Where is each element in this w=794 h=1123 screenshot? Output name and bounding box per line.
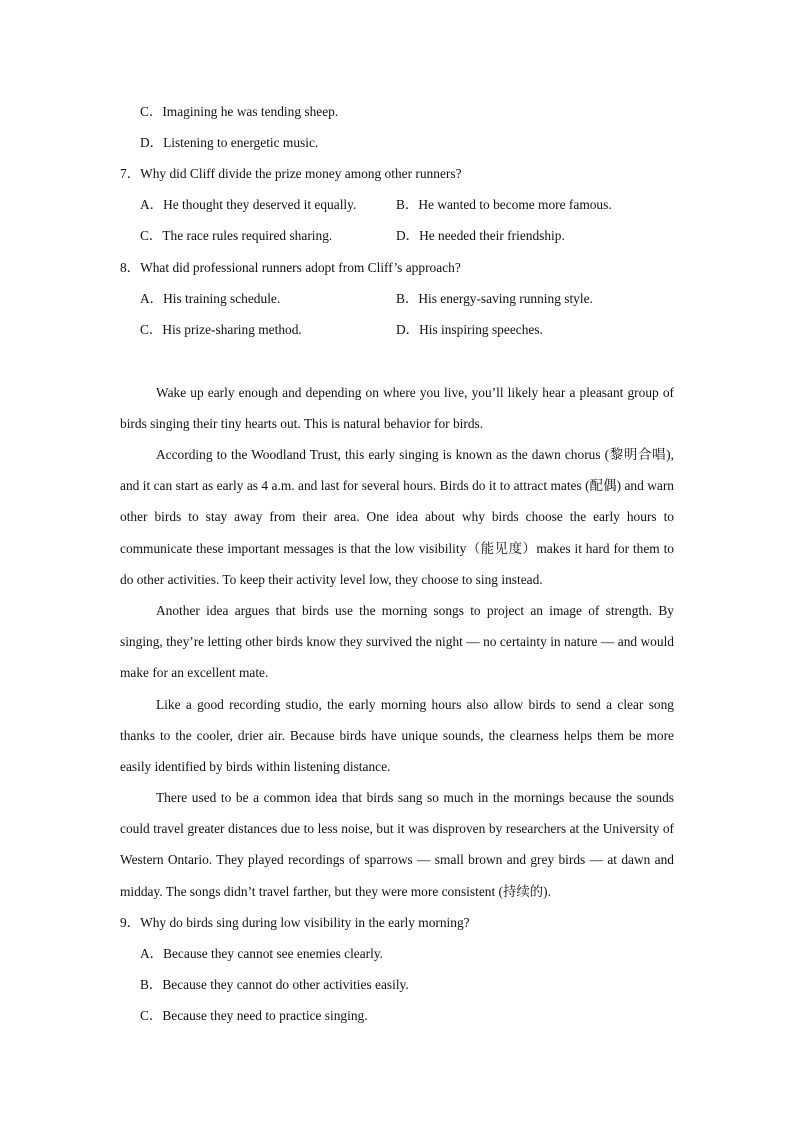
q7-option-d bbox=[396, 227, 565, 245]
q9-stem bbox=[120, 914, 470, 932]
q7-option-c bbox=[140, 227, 332, 245]
q8-option-d bbox=[396, 321, 543, 339]
q7-option-a bbox=[140, 196, 356, 214]
question-number: 8． bbox=[120, 260, 141, 275]
option-text: His training schedule. bbox=[163, 291, 281, 306]
option-letter: A． bbox=[140, 197, 164, 212]
passage-paragraph-5: There used to be a common idea that birds sang so much in the mornings because the sounds could travel greater distances due to less noise, but it was disproven by researchers at the University of Western Ontario. They played recordings of sparrows — small brown and grey birds — at dawn and midday. The songs didn’t travel farther, but they were more consistent (持续的). bbox=[120, 790, 674, 899]
option-letter: C． bbox=[140, 1008, 163, 1023]
option-letter: C． bbox=[140, 104, 163, 119]
option-text: Because they need to practice singing. bbox=[162, 1008, 368, 1023]
q8-option-a bbox=[140, 290, 280, 308]
option-letter: A． bbox=[140, 291, 164, 306]
option-text: His energy-saving running style. bbox=[418, 291, 593, 306]
option-letter: C． bbox=[140, 322, 163, 337]
option-letter: D． bbox=[396, 322, 420, 337]
q8-option-b bbox=[396, 290, 593, 308]
option-text: Imagining he was tending sheep. bbox=[162, 104, 339, 119]
option-text: The race rules required sharing. bbox=[162, 228, 333, 243]
option-letter: B． bbox=[396, 291, 419, 306]
option-text: He thought they deserved it equally. bbox=[163, 197, 357, 212]
q8-stem bbox=[120, 259, 461, 277]
q6-option-d bbox=[140, 134, 318, 152]
option-text: He needed their friendship. bbox=[419, 228, 565, 243]
passage-paragraph-2: According to the Woodland Trust, this early singing is known as the dawn chorus (黎明合唱), and it can start as early as 4 a.m. and last for several hours. Birds do it to attract mates (配偶) and warn other birds to stay away from their area. One idea about why birds choose the early hours to communicate these important messages is that the low visibility（能见度）makes it hard for them to do other activities. To keep their activity level low, they choose to sing instead. bbox=[120, 447, 674, 587]
q9-option-c bbox=[140, 1007, 368, 1025]
passage-paragraph-1: Wake up early enough and depending on where you live, you’ll likely hear a pleasant group of birds singing their tiny hearts out. This is natural behavior for birds. bbox=[120, 385, 674, 432]
option-letter: D． bbox=[396, 228, 420, 243]
option-text: His prize-sharing method. bbox=[162, 322, 302, 337]
option-letter: B． bbox=[140, 977, 163, 992]
q6-option-c bbox=[140, 103, 338, 121]
option-text: Listening to energetic music. bbox=[163, 135, 319, 150]
option-text: Because they cannot see enemies clearly. bbox=[163, 946, 384, 961]
question-number: 7． bbox=[120, 166, 141, 181]
option-text: Because they cannot do other activities easily. bbox=[162, 977, 409, 992]
option-letter: C． bbox=[140, 228, 163, 243]
option-text: His inspiring speeches. bbox=[419, 322, 543, 337]
question-text: What did professional runners adopt from Cliff’s approach? bbox=[140, 260, 461, 275]
q9-option-a bbox=[140, 945, 383, 963]
passage-paragraph-4: Like a good recording studio, the early morning hours also allow birds to send a clear song thanks to the cooler, drier air. Because birds have unique sounds, the clearness helps them be more easily identified by birds within listening distance. bbox=[120, 697, 674, 775]
question-number: 9． bbox=[120, 915, 141, 930]
q9-option-b bbox=[140, 976, 409, 994]
question-text: Why do birds sing during low visibility in the early morning? bbox=[140, 915, 470, 930]
q8-option-c bbox=[140, 321, 302, 339]
passage-paragraph-3: Another idea argues that birds use the morning songs to project an image of strength. By singing, they’re letting other birds know they survived the night — no certainty in nature — and would make for an excellent mate. bbox=[120, 603, 674, 681]
q7-stem bbox=[120, 165, 462, 183]
question-text: Why did Cliff divide the prize money among other runners? bbox=[140, 166, 462, 181]
option-letter: D． bbox=[140, 135, 164, 150]
q7-option-b bbox=[396, 196, 612, 214]
option-text: He wanted to become more famous. bbox=[418, 197, 612, 212]
option-letter: B． bbox=[396, 197, 419, 212]
option-letter: A． bbox=[140, 946, 164, 961]
